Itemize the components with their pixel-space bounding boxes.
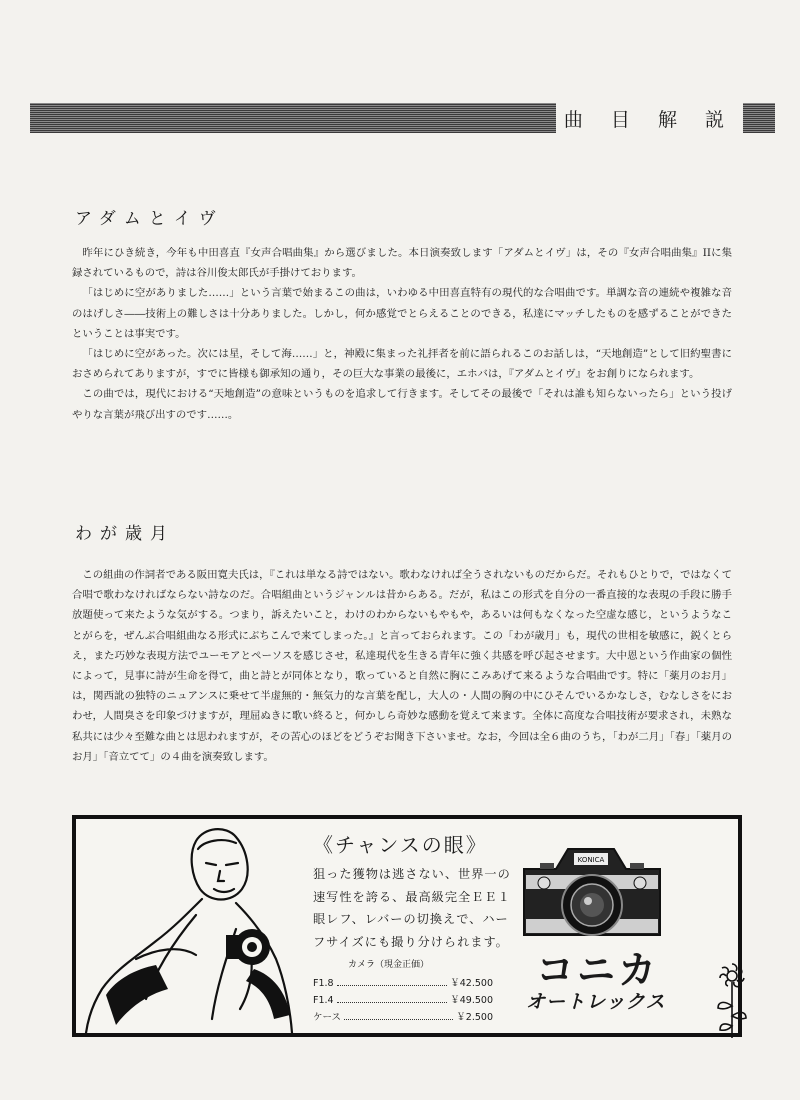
- price-value: ￥2.500: [456, 1012, 493, 1023]
- header-end-bar: [745, 103, 775, 133]
- paragraph: 昨年にひき続き，今年も中田喜直『女声合唱曲集』から選びました。本日演奏致します「アダムとイヴ」は，その『女声合唱曲集』IIに集録されているもので，詩は谷川俊太郎氏が手掛けております。: [72, 247, 732, 280]
- camera-advertisement: [72, 815, 742, 1037]
- section-body-adam-eve: [72, 243, 732, 425]
- camera-brand-label: KONICA: [577, 856, 605, 864]
- price-row: [313, 992, 493, 1009]
- dot-leader: [344, 1019, 453, 1020]
- man-with-camera-illustration: [76, 819, 306, 1033]
- paragraph: 「はじめに空がありました……」という言葉で始まるこの曲は，いわゆる中田喜直特有の現代的な合唱曲です。単調な音の連続や複雑な音のはげしさ――技術上の難しさは十分ありました。しかし，何か感覚でとらえることのできる，私達にマッチしたものを感ずることができたということは事実です。: [72, 287, 732, 340]
- section-title-waga-saigetsu: わが歳月: [75, 524, 175, 544]
- price-header: カメラ（現金正価）: [348, 960, 430, 970]
- paragraph: 「はじめに空があった。次には星，そして海……」と，神殿に集まった礼拝者を前に語られるこのお話しは，“天地創造”として旧約聖書におさめられてありますが，すでに皆様も御承知の通り，その巨大な事業の最後に，エホバは，『アダムとイヴ』をお創りになられます。: [72, 348, 732, 381]
- price-model: ケース: [313, 1012, 342, 1023]
- dot-leader: [337, 985, 448, 986]
- brand-name: コニカ: [536, 948, 660, 992]
- price-row: [313, 1009, 493, 1026]
- ad-copy: 狙った獲物は逃さない、世界一の速写性を誇る、最高級完全ＥＥ１眼レフ、レバーの切換えで、ハーフサイズにも撮り分けられます。: [313, 867, 511, 949]
- price-value: ￥49.500: [450, 995, 493, 1006]
- page-title: 曲 目 解 説: [556, 99, 743, 137]
- price-row: [313, 975, 493, 992]
- price-model: F1.4: [313, 995, 334, 1006]
- model-name: オートレックス: [526, 991, 666, 1013]
- price-value: ￥42.500: [450, 978, 493, 989]
- ad-headline: 《チャンスの眼》: [313, 833, 488, 857]
- camera-icon: [516, 835, 666, 945]
- flower-icon: [712, 960, 752, 1040]
- section-title-adam-eve: アダムとイヴ: [75, 209, 224, 229]
- section-body-waga-saigetsu: [72, 565, 732, 767]
- header-band: [30, 103, 775, 133]
- dot-leader: [337, 1002, 448, 1003]
- paragraph: この曲では，現代における“天地創造”の意味というものを追求して行きます。そしてその最後で「それは誰も知らないったら」という投げやりな言葉が飛び出すのです……。: [72, 388, 732, 421]
- price-list: [313, 975, 493, 1026]
- paragraph: この組曲の作詞者である阪田寛夫氏は，『これは単なる詩ではない。歌わなければ全うされないものだからだ。それもひとりで，ではなくて合唱で歌わなければならない詩なのだ。合唱組曲というジャンルは昔からある。だが，私はこの形式を自分の一番直接的な表現の手段に勝手放題使って来たような気がする。つまり，訴えたいこと，わけのわからないもやもや，あるいは何もなくなった空虚な感じ，というようなことがらを，ぜんぶ合唱組曲なる形式にぶちこんで来てしまった。』と言っておられます。この「わが歳月」も，現代の世相を敏感に，鋭くとらえ，また巧妙な表現方法でユーモアとペーソスを感じさせ，私達現代を生きる青年に強く共感を呼び起させます。大中恩という作曲家の個性によって，見事に詩が生命を得て，曲と詩とが同体となり，歌っていると自然に胸にこみあげて来るような合唱曲です。特に「薬月のお月」は，関西訛の独特のニュアンスに乗せて半虚無的・無気力的な言葉を配し，大人の・人間の胸の中にひそんでいるかなしさ，むなしさをにおわせ，人間臭さを印象づけますが，理屈ぬきに歌い終ると，何かしら奇妙な感動を覚えて来ます。全体に高度な合唱技術が要求され，未熟な私共には少々至難な曲とは思われますが，その苦心のほどをどうぞお聞き下さいませ。なお，今回は全６曲のうち，「わが二月」「春」「薬月のお月」「音立てて」の４曲を演奏致します。: [72, 569, 732, 763]
- price-model: F1.8: [313, 978, 334, 989]
